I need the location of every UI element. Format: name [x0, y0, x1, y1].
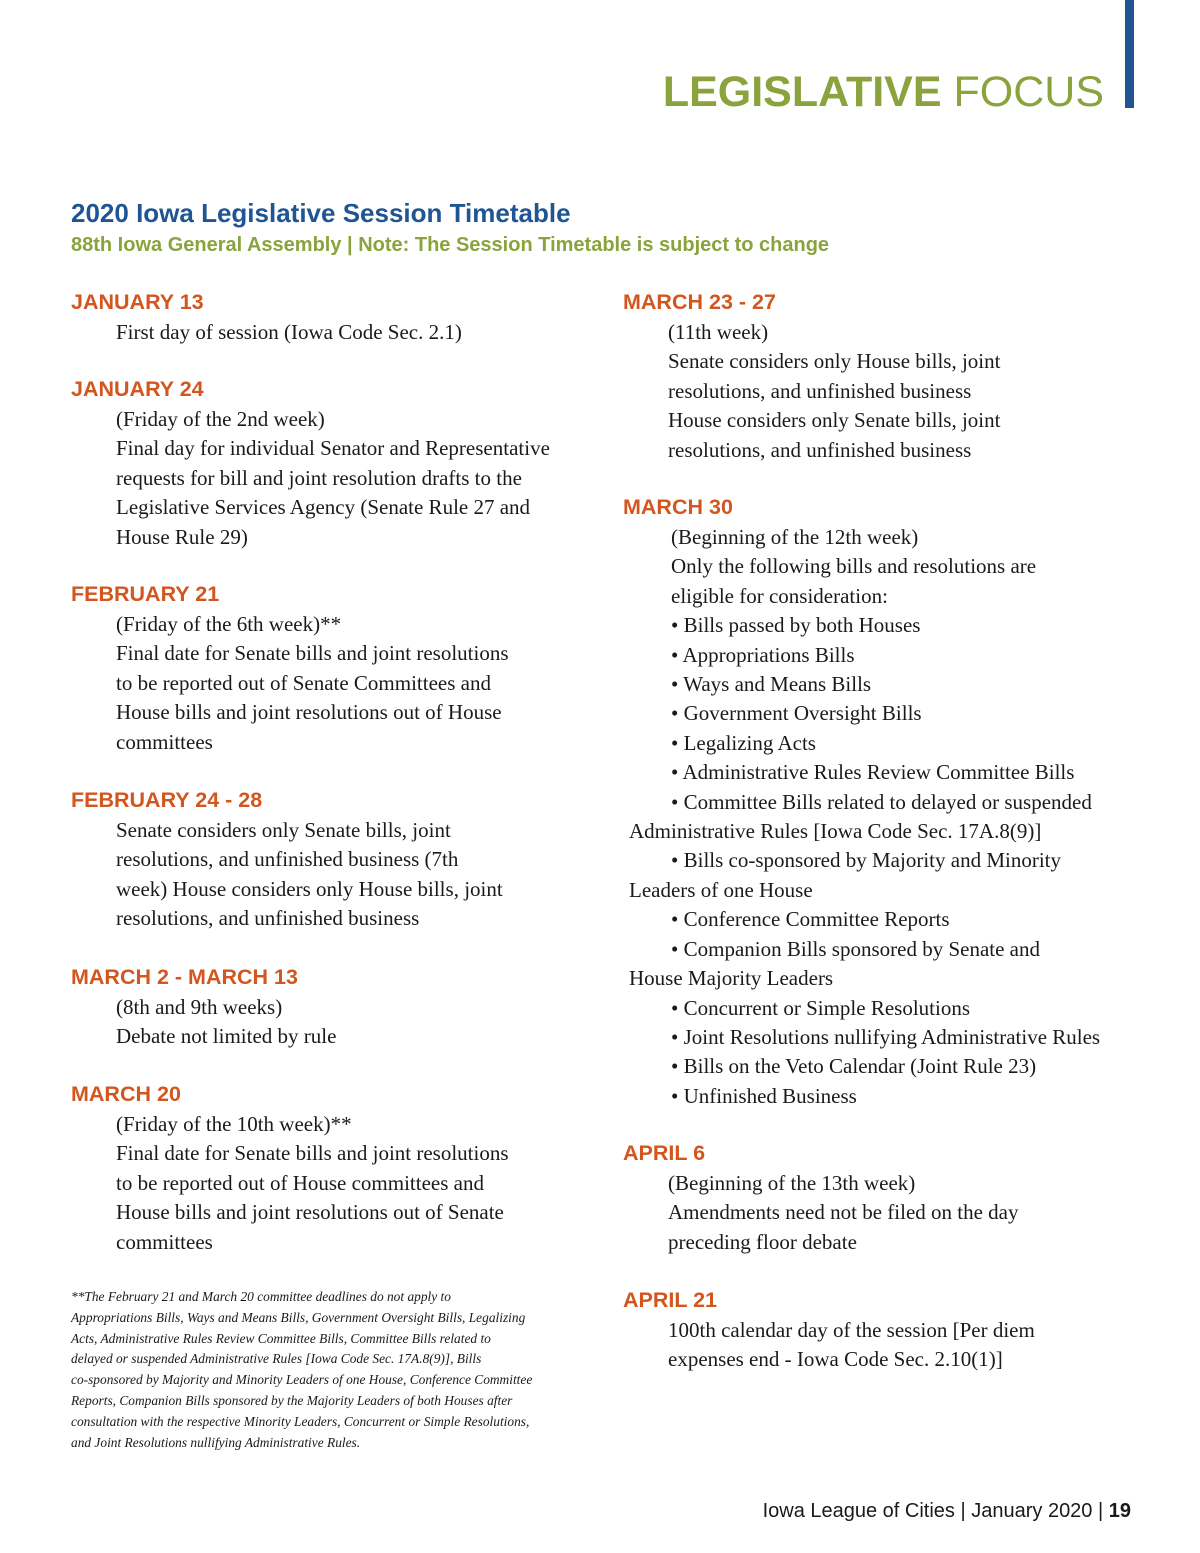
- bullet-item: • Administrative Rules Review Committee Bills: [671, 760, 1075, 785]
- bullet-item: • Unfinished Business: [671, 1083, 857, 1108]
- entry-date: FEBRUARY 24 - 28: [71, 788, 263, 812]
- section-label-bold: LEGISLATIVE: [662, 68, 942, 116]
- footnote-line: and Joint Resolutions nullifying Administrative Rules.: [71, 1434, 361, 1450]
- entry-line: committees: [116, 729, 213, 754]
- entry-line: 100th calendar day of the session [Per diem: [668, 1318, 1035, 1342]
- entry-april-6: [623, 1137, 1163, 1284]
- entry-line: resolutions, and unfinished business: [668, 378, 972, 403]
- entry-march-30: [623, 491, 1163, 1137]
- entry-line: Only the following bills and resolutions are: [671, 554, 1037, 579]
- right-column: [623, 286, 1163, 1375]
- entry-line: (Friday of the 6th week)**: [116, 612, 342, 636]
- bullet-item: • Bills co-sponsored by Majority and Minority: [671, 848, 1061, 873]
- bullet-item: • Joint Resolutions nullifying Administrative Rules: [671, 1024, 1101, 1049]
- entry-february-21: [71, 578, 591, 784]
- footer-text: Iowa League of Cities | January 2020 |: [762, 1500, 1109, 1522]
- bullet-item: • Legalizing Acts: [671, 730, 816, 755]
- accent-bar: [1125, 0, 1134, 108]
- entry-line: to be reported out of House committees and: [116, 1170, 484, 1195]
- entry-date: MARCH 2 - MARCH 13: [71, 965, 298, 989]
- page-number: 19: [1108, 1500, 1131, 1522]
- footnote-line: **The February 21 and March 20 committee deadlines do not apply to: [71, 1289, 451, 1304]
- entry-line: (8th and 9th weeks): [116, 995, 283, 1019]
- entry-line: committees: [116, 1229, 213, 1254]
- entry-line: (Beginning of the 13th week): [668, 1171, 916, 1195]
- footnote-line: Acts, Administrative Rules Review Committee Bills, Committee Bills related to: [71, 1330, 491, 1346]
- entry-march-23-27: [623, 286, 1163, 491]
- entry-line: (Beginning of the 12th week): [671, 525, 919, 549]
- entry-january-24: [71, 373, 591, 578]
- section-label: [663, 66, 1104, 118]
- bullet-item: • Bills on the Veto Calendar (Joint Rule 23): [671, 1054, 1037, 1079]
- left-column: [71, 286, 591, 1257]
- entry-line: First day of session (Iowa Code Sec. 2.1): [116, 320, 462, 344]
- page-title: 2020 Iowa Legislative Session Timetable: [71, 198, 571, 228]
- entry-march-2-13: [71, 961, 591, 1078]
- entry-line: Legislative Services Agency (Senate Rule 27 and: [116, 495, 531, 520]
- entry-date: MARCH 20: [71, 1082, 181, 1106]
- footnote-line: Appropriations Bills, Ways and Means Bills, Government Oversight Bills, Legalizing: [71, 1309, 526, 1325]
- bullet-continuation: Leaders of one House: [629, 877, 813, 902]
- entry-february-24-28: [71, 784, 591, 961]
- entry-date: JANUARY 24: [71, 377, 204, 401]
- footnote-line: consultation with the respective Minority Leaders, Concurrent or Simple Resolutions,: [71, 1413, 530, 1429]
- entry-line: (Friday of the 10th week)**: [116, 1112, 352, 1136]
- bullet-item: • Government Oversight Bills: [671, 701, 922, 726]
- entry-line: House Rule 29): [116, 524, 248, 549]
- page-footer: [763, 1497, 1131, 1525]
- entry-april-21: [623, 1284, 1163, 1375]
- entry-line: resolutions, and unfinished business (7th: [116, 847, 459, 872]
- entry-date: APRIL 6: [623, 1141, 706, 1165]
- bullet-item: • Appropriations Bills: [671, 642, 855, 667]
- entry-line: Final date for Senate bills and joint resolutions: [116, 641, 509, 666]
- bullet-item: • Companion Bills sponsored by Senate and: [671, 936, 1040, 961]
- entry-date: APRIL 21: [623, 1288, 717, 1312]
- entry-date: MARCH 23 - 27: [623, 290, 776, 314]
- entry-line: expenses end - Iowa Code Sec. 2.10(1)]: [668, 1347, 1003, 1372]
- bullet-item: • Ways and Means Bills: [671, 672, 872, 697]
- bullet-continuation: Administrative Rules [Iowa Code Sec. 17A.8(9)]: [629, 819, 1042, 844]
- entry-line: Final day for individual Senator and Representative: [116, 436, 550, 461]
- entry-line: House bills and joint resolutions out of House: [116, 700, 502, 725]
- entry-line: Senate considers only Senate bills, joint: [116, 818, 451, 842]
- bullet-continuation: House Majority Leaders: [629, 966, 834, 991]
- entry-date: JANUARY 13: [71, 290, 204, 314]
- entry-line: eligible for consideration:: [671, 583, 888, 608]
- entry-line: Amendments need not be filed on the day: [668, 1200, 1019, 1225]
- entry-line: Senate considers only House bills, joint: [668, 349, 1001, 374]
- footnote-line: co-sponsored by Majority and Minority Leaders of one House, Conference Committee: [71, 1372, 533, 1388]
- entry-line: week) House considers only House bills, joint: [116, 876, 503, 901]
- entry-line: requests for bill and joint resolution drafts to the: [116, 465, 522, 490]
- entry-line: House considers only Senate bills, joint: [668, 408, 1001, 433]
- entry-line: to be reported out of Senate Committees and: [116, 670, 491, 695]
- bullet-item: • Conference Committee Reports: [671, 907, 950, 932]
- entry-line: Debate not limited by rule: [116, 1024, 337, 1049]
- entry-line: resolutions, and unfinished business: [116, 906, 420, 931]
- page-subtitle: 88th Iowa General Assembly | Note: The Session Timetable is subject to change: [71, 234, 830, 256]
- section-label-light: FOCUS: [953, 68, 1104, 116]
- entry-line: resolutions, and unfinished business: [668, 437, 972, 462]
- entry-line: preceding floor debate: [668, 1229, 857, 1254]
- entry-date: FEBRUARY 21: [71, 582, 220, 606]
- bullet-item: • Concurrent or Simple Resolutions: [671, 995, 970, 1020]
- footnote: [71, 1287, 591, 1453]
- entry-line: (11th week): [668, 320, 769, 344]
- footnote-line: delayed or suspended Administrative Rules [Iowa Code Sec. 17A.8(9)], Bills: [71, 1351, 482, 1367]
- entry-line: Final date for Senate bills and joint resolutions: [116, 1141, 509, 1166]
- footnote-line: Reports, Companion Bills sponsored by the Majority Leaders of both Houses after: [71, 1392, 513, 1408]
- entry-march-20: [71, 1078, 591, 1257]
- bullet-item: • Committee Bills related to delayed or suspended: [671, 789, 1092, 814]
- bullet-item: • Bills passed by both Houses: [671, 613, 921, 638]
- entry-january-13: [71, 286, 591, 373]
- entry-line: House bills and joint resolutions out of Senate: [116, 1200, 504, 1225]
- entry-line: (Friday of the 2nd week): [116, 407, 325, 431]
- entry-date: MARCH 30: [623, 495, 733, 519]
